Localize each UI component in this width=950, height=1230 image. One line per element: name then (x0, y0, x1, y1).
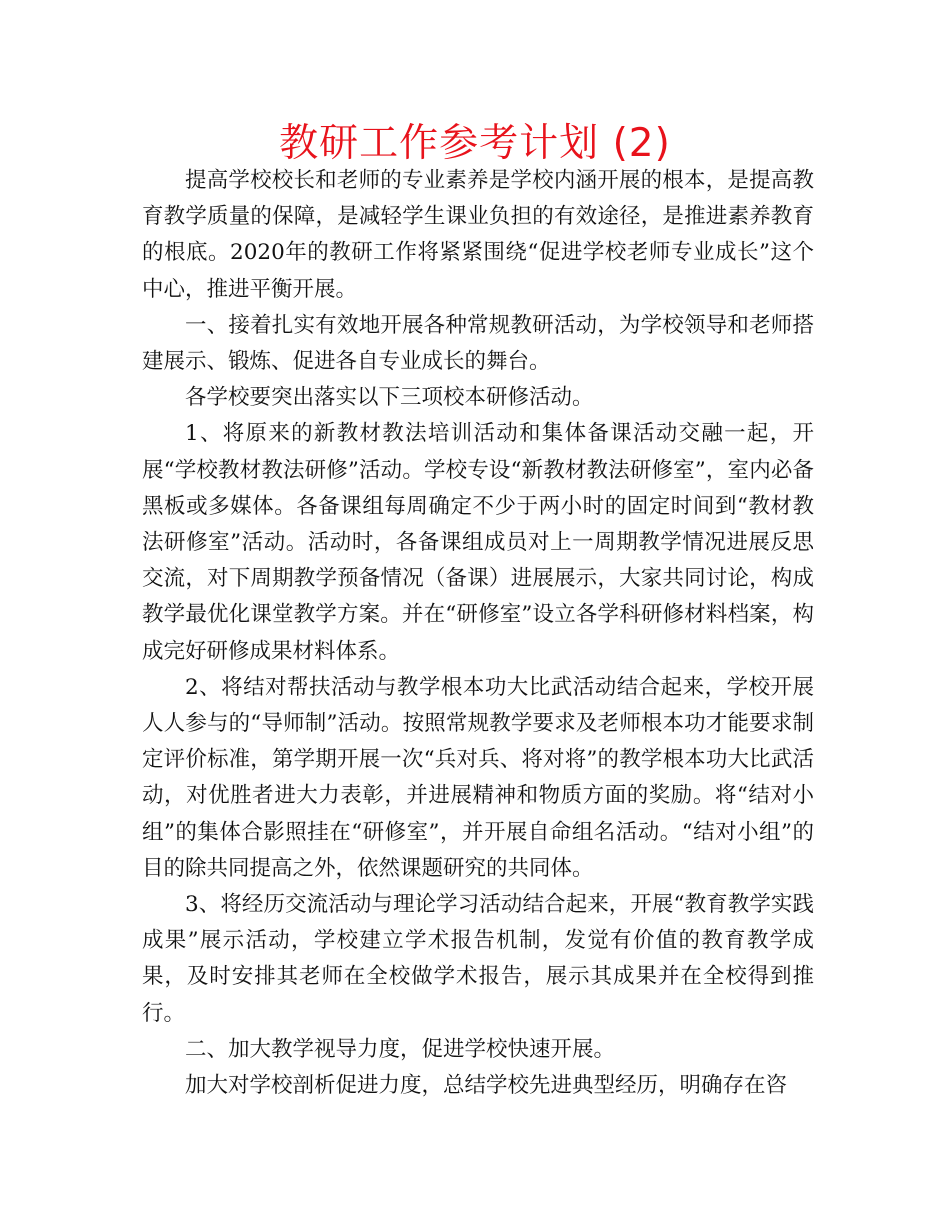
paragraph-item-3: 3、将经历交流活动与理论学习活动结合起来，开展“教育教学实践成果”展示活动，学校建立学术报告机制，发觉有价值的教育教学成果，及时安排其老师在全校做学术报告，展示其成果并在全校得到推行。 (142, 892, 814, 1026)
paragraph-section-1: 一、接着扎实有效地开展各种常规教研活动，为学校领导和老师搭建展示、锻炼、促进各自专业成长的舞台。 (142, 312, 814, 375)
paragraph-section-2-body: 加大对学校剖析促进力度，总结学校先进典型经历，明确存在咨 (185, 1073, 788, 1099)
document-body (142, 163, 814, 1104)
paragraph-intro: 提高学校校长和老师的专业素养是学校内涵开展的根本，是提高教育教学质量的保障，是减轻学生课业负担的有效途径，是推进素养教育的根底。2020年的教研工作将紧紧围绕“促进学校老师专业成长”这个中心，推进平衡开展。 (142, 168, 814, 302)
paragraph-item-2: 2、将结对帮扶活动与教学根本功大比武活动结合起来，学校开展人人参与的“导师制”活动。按照常规教学要求及老师根本功才能要求制定评价标准，第学期开展一次“兵对兵、将对将”的教学根本功大比武活动，对优胜者进大力表彰，并进展精神和物质方面的奖励。将“结对小组”的集体合影照挂在“研修室”，并开展自命组名活动。“结对小组”的目的除共同提高之外，依然课题研究的共同体。 (142, 674, 814, 881)
paragraph-activities-intro: 各学校要突出落实以下三项校本研修活动。 (185, 385, 594, 411)
document-title: 教研工作参考计划 (2) (279, 121, 671, 166)
paragraph-item-1: 1、将原来的新教材教法培训活动和集体备课活动交融一起，开展“学校教材教法研修”活动。学校专设“新教材教法研修室”，室内必备黑板或多媒体。各备课组每周确定不少于两小时的固定时间到“教材教法研修室”活动。活动时，各备课组成员对上一周期教学情况进展反思交流，对下周期教学预备情况（备课）进展展示，大家共同讨论，构成教学最优化课堂教学方案。并在“研修室”设立各学科研修材料档案，构成完好研修成果材料体系。 (142, 421, 814, 664)
paragraph-section-2: 二、加大教学视导力度，促进学校快速开展。 (185, 1036, 616, 1062)
